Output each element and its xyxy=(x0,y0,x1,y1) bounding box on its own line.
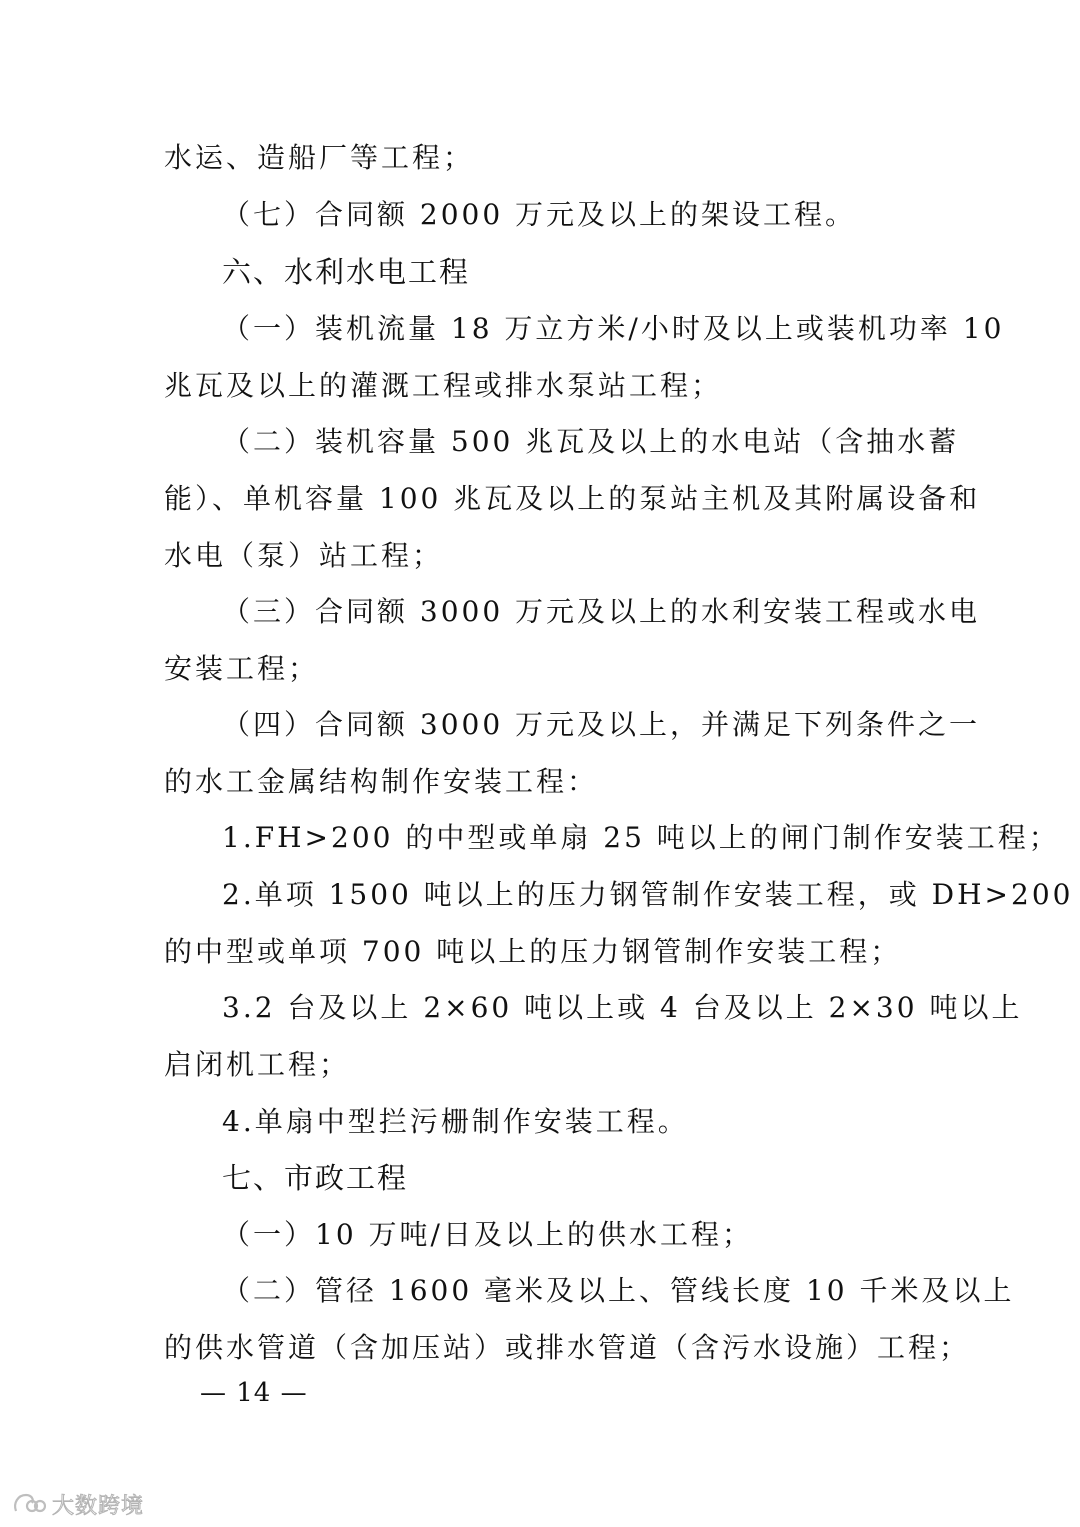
body-line: 安装工程； xyxy=(164,652,320,685)
body-line: 的供水管道（含加压站）或排水管道（含污水设施）工程； xyxy=(164,1331,971,1364)
list-item: 1.FH>200 的中型或单扇 25 吨以上的闸门制作安装工程； xyxy=(222,821,1060,854)
body-line: （四）合同额 3000 万元及以上，并满足下列条件之一 xyxy=(222,708,981,741)
list-item: 4.单扇中型拦污栅制作安装工程。 xyxy=(222,1105,689,1138)
section-heading: 六、水利水电工程 xyxy=(222,255,471,289)
list-item: 3.2 台及以上 2×60 吨以上或 4 台及以上 2×30 吨以上 xyxy=(222,991,1023,1024)
list-item: 2.单项 1500 吨以上的压力钢管制作安装工程，或 DH>200 xyxy=(222,878,1074,911)
body-line: 的水工金属结构制作安装工程： xyxy=(164,765,599,798)
body-line: （二）管径 1600 毫米及以上、管线长度 10 千米及以上 xyxy=(222,1274,1015,1307)
section-heading: 七、市政工程 xyxy=(222,1161,409,1195)
watermark-text: 大数跨境 xyxy=(52,1493,145,1519)
watermark xyxy=(12,1488,144,1520)
body-line: （一）装机流量 18 万立方米/小时及以上或装机功率 10 xyxy=(222,312,1005,345)
body-line: 能）、单机容量 100 兆瓦及以上的泵站主机及其附属设备和 xyxy=(164,482,981,515)
body-line: （二）装机容量 500 兆瓦及以上的水电站（含抽水蓄 xyxy=(222,425,960,458)
body-line: 启闭机工程； xyxy=(164,1048,351,1081)
body-line: 水运、造船厂等工程； xyxy=(164,141,475,174)
body-line: 兆瓦及以上的灌溉工程或排水泵站工程； xyxy=(164,369,723,402)
body-line: 水电（泵）站工程； xyxy=(164,539,444,572)
page-number: — 14 — xyxy=(200,1378,308,1408)
body-line: （三）合同额 3000 万元及以上的水利安装工程或水电 xyxy=(222,595,981,628)
body-line: （七）合同额 2000 万元及以上的架设工程。 xyxy=(222,198,857,231)
watermark-logo-icon xyxy=(12,1491,46,1517)
body-line: 的中型或单项 700 吨以上的压力钢管制作安装工程； xyxy=(164,935,902,968)
body-line: （一）10 万吨/日及以上的供水工程； xyxy=(222,1218,753,1251)
